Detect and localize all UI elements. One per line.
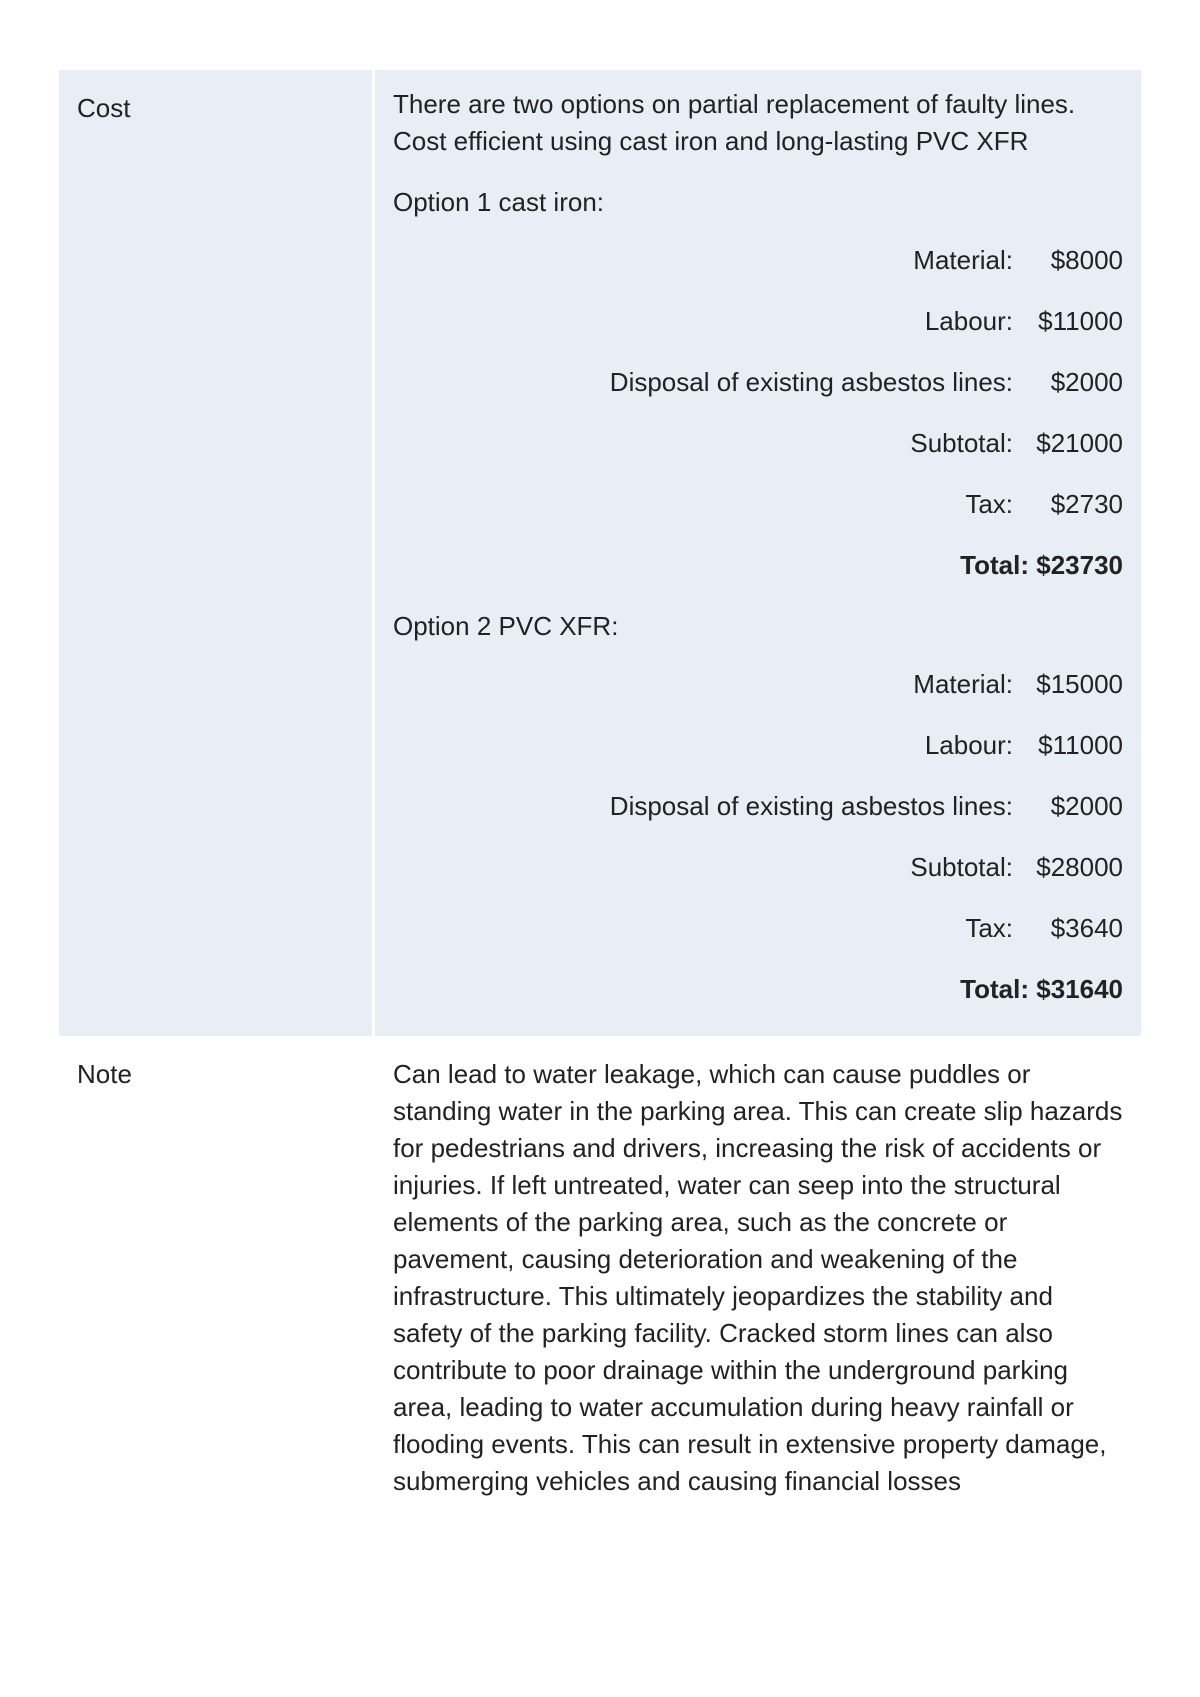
line-item-amount: $8000 <box>1050 245 1123 275</box>
line-item-material <box>393 654 1123 715</box>
option-2-title: Option 2 PVC XFR: <box>393 611 619 641</box>
line-item-amount: $2000 <box>1050 791 1123 821</box>
line-item-total <box>393 535 1123 596</box>
line-item-amount: $3640 <box>1050 913 1123 943</box>
line-item-tax <box>393 474 1123 535</box>
cost-value-cell <box>375 70 1141 1036</box>
line-item-amount: $2000 <box>1050 367 1123 397</box>
line-item-amount: $11000 <box>1038 306 1123 336</box>
line-item-label: Subtotal: <box>910 428 1013 458</box>
total-text: Total: $23730 <box>960 550 1123 580</box>
details-table <box>59 70 1141 1520</box>
line-item-label: Labour: <box>924 306 1013 336</box>
line-item-labour <box>393 291 1123 352</box>
note-row <box>59 1036 1141 1520</box>
total-text: Total: $31640 <box>960 974 1123 1004</box>
cost-row <box>59 70 1141 1036</box>
note-text: Can lead to water leakage, which can cause puddles or standing water in the parking area. This can create slip hazards for pedestrians and drivers, increasing the risk of accidents or injuries. If left untreated, water can seep into the structural elements of the parking area, such as the concrete or pavement, causing deterioration and weakening of the infrastructure. This ultimately jeopardizes the stability and safety of the parking facility. Cracked storm lines can also contribute to poor drainage within the underground parking area, leading to water accumulation during heavy rainfall or flooding events. This can result in extensive property damage, submerging vehicles and causing financial losses <box>393 1059 1123 1496</box>
line-item-label: Tax: <box>965 489 1013 519</box>
line-item-subtotal <box>393 413 1123 474</box>
line-item-label: Material: <box>913 245 1013 275</box>
cost-label: Cost <box>59 70 372 1036</box>
line-item-label: Material: <box>913 669 1013 699</box>
option-1-line-items <box>393 230 1123 596</box>
line-item-label: Labour: <box>924 730 1013 760</box>
line-item-amount: $28000 <box>1036 852 1123 882</box>
line-item-material <box>393 230 1123 291</box>
note-value-cell <box>375 1036 1141 1520</box>
option-2 <box>393 608 1123 1020</box>
option-1 <box>393 184 1123 596</box>
option-1-title: Option 1 cast iron: <box>393 187 604 217</box>
line-item-tax <box>393 898 1123 959</box>
line-item-label: Subtotal: <box>910 852 1013 882</box>
line-item-amount: $2730 <box>1050 489 1123 519</box>
line-item-total <box>393 959 1123 1020</box>
line-item-label: Disposal of existing asbestos lines: <box>609 367 1013 397</box>
line-item-label: Tax: <box>965 913 1013 943</box>
line-item-label: Disposal of existing asbestos lines: <box>609 791 1013 821</box>
line-item-disposal <box>393 352 1123 413</box>
line-item-amount: $21000 <box>1036 428 1123 458</box>
cost-intro: There are two options on partial replacement of faulty lines. Cost efficient using cast iron and long-lasting PVC XFR <box>393 89 1076 156</box>
line-item-subtotal <box>393 837 1123 898</box>
line-item-labour <box>393 715 1123 776</box>
option-2-line-items <box>393 654 1123 1020</box>
line-item-disposal <box>393 776 1123 837</box>
line-item-amount: $15000 <box>1036 669 1123 699</box>
line-item-amount: $11000 <box>1038 730 1123 760</box>
note-label: Note <box>77 1059 132 1089</box>
